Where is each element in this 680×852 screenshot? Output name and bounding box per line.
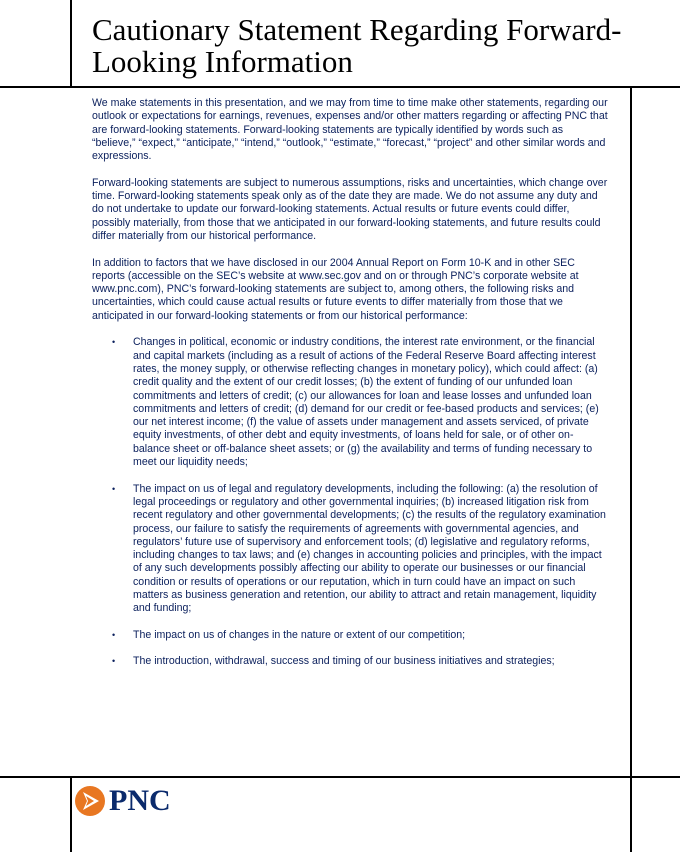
- list-item-text: The impact on us of changes in the nature or extent of our competition;: [133, 628, 466, 641]
- list-item-text: The impact on us of legal and regulatory developments, including the following: (a) the resolution of legal proceedings or regulatory and other governmental inquiries; (b) increased litigation risk from recent regulatory and other governmental developments; (c) the results of the regulatory examination process, our failure to satisfy the requirements of agreements with governmental agencies, and regulators’ future use of supervisory and enforcement tools; (d) legislative and regulatory reforms, including changes to tax laws; and (e) changes in accounting policies and principles, with the impact of any such developments possibly affecting our ability to operate our businesses or our financial condition or results of operations or our reputation, which in turn could have an impact on such matters as business generation and retention, our ability to attract and retain management, liquidity and funding;: [133, 482, 606, 615]
- bullet-icon: •: [112, 483, 116, 494]
- list-item: [92, 629, 608, 642]
- logo-wordmark: PNC: [109, 784, 171, 817]
- bullet-icon: •: [112, 337, 116, 348]
- right-rule: [630, 86, 632, 852]
- risk-list: [92, 336, 608, 668]
- title-divider: [0, 86, 680, 88]
- paragraph-assumptions: Forward-looking statements are subject to numerous assumptions, risks and uncertainties, which change over time. Forward-looking statements speak only as of the date they are made. We do not assume any duty and do not undertake to update our forward-looking statements. Actual results or future events could differ, possibly materially, from those that we anticipated in our forward-looking statements, and future results could differ materially from our historical performance.: [92, 176, 608, 242]
- page-title: Cautionary Statement Regarding Forward-Looking Information: [92, 12, 622, 79]
- list-item: [92, 483, 608, 616]
- list-item-text: The introduction, withdrawal, success and timing of our business initiatives and strategies;: [133, 655, 555, 668]
- left-rule-top: [70, 0, 72, 88]
- paragraph-intro: We make statements in this presentation, and we may from time to time make other statements, regarding our outlook or expectations for earnings, revenues, expenses and/or other matters regarding or affecting PNC that are forward-looking statements. Forward-looking statements are typically identified by words such as “believe,” “expect,” “anticipate,” “intend,” “outlook,” “estimate,” “forecast,” “project” and other similar words and expressions.: [92, 97, 608, 163]
- left-rule-bottom: [70, 776, 72, 852]
- list-item-text: Changes in political, economic or industry conditions, the interest rate environment, or the financial and capital markets (including as a result of actions of the Federal Reserve Board affecting interest rates, the money supply, or otherwise reflecting changes in monetary policy), which could affect: (a) credit quality and the extent of our credit losses; (b) the extent of funding of our unfunded loan commitments and letters of credit; (c) our allowances for loan and lease losses and unfunded loan commitments and letters of credit; (d) demand for our credit or fee-based products and services; (e) our net interest income; (f) the value of assets under management and assets serviced, of private equity investments, of other debt and equity investments, of loans held for sale, or of other on-balance sheet or off-balance sheet assets; or (g) the availability and terms of funding necessary to meet our liquidity needs;: [133, 336, 599, 469]
- footer-divider: [0, 776, 680, 778]
- paragraph-factors: In addition to factors that we have disclosed in our 2004 Annual Report on Form 10-K and in other SEC reports (accessible on the SEC’s website at www.sec.gov and on or through PNC’s corporate website at www.pnc.com), PNC’s forward-looking statements are subject to, among others, the following risks and uncertainties, which could cause actual results or future events to differ materially from those that we anticipated in our forward-looking statements or from our historical performance:: [92, 256, 579, 322]
- statement-body: [92, 97, 608, 682]
- list-item: [92, 655, 608, 668]
- bullet-icon: •: [112, 629, 116, 640]
- pnc-logo: [74, 784, 171, 818]
- bullet-icon: •: [112, 656, 116, 667]
- list-item: [92, 336, 608, 469]
- pnc-arrow-icon: [74, 785, 106, 817]
